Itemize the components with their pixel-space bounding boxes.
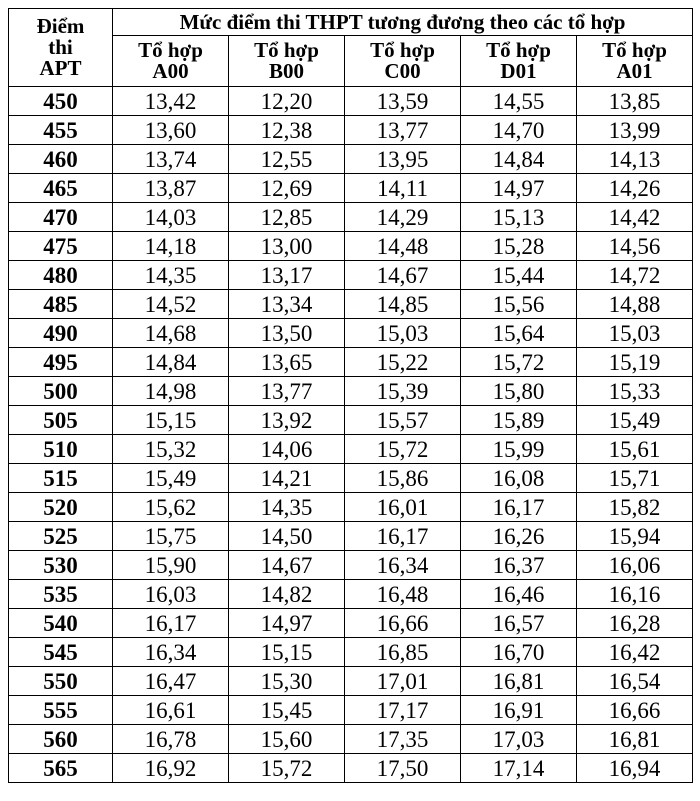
thpt-score-cell: 14,84 bbox=[461, 145, 577, 174]
thpt-score-cell: 16,37 bbox=[461, 551, 577, 580]
thpt-score-cell: 16,94 bbox=[577, 754, 693, 783]
thpt-score-cell: 16,81 bbox=[461, 667, 577, 696]
combo-header-code: B00 bbox=[268, 59, 304, 83]
apt-score-cell: 460 bbox=[9, 145, 113, 174]
combo-header-a01 bbox=[577, 36, 693, 87]
thpt-score-cell: 16,92 bbox=[113, 754, 229, 783]
thpt-score-cell: 14,21 bbox=[229, 464, 345, 493]
thpt-score-cell: 15,82 bbox=[577, 493, 693, 522]
table-row bbox=[9, 667, 693, 696]
thpt-score-cell: 14,85 bbox=[345, 290, 461, 319]
table-row bbox=[9, 435, 693, 464]
thpt-score-cell: 16,61 bbox=[113, 696, 229, 725]
combo-header-label: Tổ hợp bbox=[254, 38, 319, 62]
thpt-score-cell: 16,34 bbox=[113, 638, 229, 667]
thpt-score-cell: 17,03 bbox=[461, 725, 577, 754]
combo-header-c00 bbox=[345, 36, 461, 87]
apt-score-cell: 500 bbox=[9, 377, 113, 406]
thpt-score-cell: 12,85 bbox=[229, 203, 345, 232]
thpt-score-cell: 15,72 bbox=[461, 348, 577, 377]
combo-header-code: C00 bbox=[384, 59, 421, 83]
combo-header-code: D01 bbox=[500, 59, 537, 83]
thpt-score-cell: 16,91 bbox=[461, 696, 577, 725]
apt-score-cell: 555 bbox=[9, 696, 113, 725]
thpt-score-cell: 14,18 bbox=[113, 232, 229, 261]
thpt-score-cell: 14,98 bbox=[113, 377, 229, 406]
thpt-score-cell: 13,60 bbox=[113, 116, 229, 145]
combo-header-code: A00 bbox=[152, 59, 189, 83]
thpt-score-cell: 15,33 bbox=[577, 377, 693, 406]
score-conversion-table bbox=[8, 8, 693, 783]
apt-score-cell: 520 bbox=[9, 493, 113, 522]
table-row bbox=[9, 319, 693, 348]
table-row bbox=[9, 696, 693, 725]
thpt-score-cell: 14,42 bbox=[577, 203, 693, 232]
apt-score-cell: 475 bbox=[9, 232, 113, 261]
thpt-score-cell: 14,70 bbox=[461, 116, 577, 145]
table-row bbox=[9, 116, 693, 145]
thpt-score-cell: 15,45 bbox=[229, 696, 345, 725]
thpt-score-cell: 17,14 bbox=[461, 754, 577, 783]
table-row bbox=[9, 754, 693, 783]
apt-header-line-3: APT bbox=[39, 56, 82, 80]
combo-header-label: Tổ hợp bbox=[370, 38, 435, 62]
table-row bbox=[9, 522, 693, 551]
thpt-score-cell: 13,50 bbox=[229, 319, 345, 348]
thpt-score-cell: 15,19 bbox=[577, 348, 693, 377]
apt-header-line-1: Điểm bbox=[36, 14, 85, 38]
thpt-score-cell: 16,48 bbox=[345, 580, 461, 609]
thpt-score-cell: 14,97 bbox=[229, 609, 345, 638]
thpt-score-cell: 14,26 bbox=[577, 174, 693, 203]
thpt-score-cell: 16,46 bbox=[461, 580, 577, 609]
thpt-score-cell: 15,71 bbox=[577, 464, 693, 493]
thpt-score-cell: 13,42 bbox=[113, 87, 229, 116]
table-row bbox=[9, 261, 693, 290]
thpt-score-cell: 16,03 bbox=[113, 580, 229, 609]
thpt-score-cell: 15,57 bbox=[345, 406, 461, 435]
apt-score-cell: 480 bbox=[9, 261, 113, 290]
thpt-score-cell: 14,82 bbox=[229, 580, 345, 609]
thpt-score-cell: 15,28 bbox=[461, 232, 577, 261]
thpt-score-cell: 15,89 bbox=[461, 406, 577, 435]
apt-score-cell: 550 bbox=[9, 667, 113, 696]
header-row-1 bbox=[9, 9, 693, 36]
apt-score-cell: 495 bbox=[9, 348, 113, 377]
thpt-score-cell: 13,77 bbox=[229, 377, 345, 406]
thpt-score-cell: 13,74 bbox=[113, 145, 229, 174]
thpt-score-cell: 14,84 bbox=[113, 348, 229, 377]
thpt-score-cell: 16,26 bbox=[461, 522, 577, 551]
thpt-score-cell: 16,85 bbox=[345, 638, 461, 667]
thpt-score-cell: 14,13 bbox=[577, 145, 693, 174]
combo-header-a00 bbox=[113, 36, 229, 87]
thpt-score-cell: 14,72 bbox=[577, 261, 693, 290]
table-row bbox=[9, 464, 693, 493]
thpt-score-cell: 16,70 bbox=[461, 638, 577, 667]
thpt-score-cell: 16,78 bbox=[113, 725, 229, 754]
thpt-score-cell: 15,49 bbox=[113, 464, 229, 493]
apt-score-cell: 525 bbox=[9, 522, 113, 551]
table-row bbox=[9, 145, 693, 174]
thpt-score-cell: 17,35 bbox=[345, 725, 461, 754]
thpt-score-cell: 15,30 bbox=[229, 667, 345, 696]
thpt-score-cell: 13,00 bbox=[229, 232, 345, 261]
table-row bbox=[9, 203, 693, 232]
apt-score-cell: 470 bbox=[9, 203, 113, 232]
combo-header-label: Tổ hợp bbox=[486, 38, 551, 62]
thpt-score-cell: 15,13 bbox=[461, 203, 577, 232]
thpt-score-cell: 15,39 bbox=[345, 377, 461, 406]
table-row bbox=[9, 493, 693, 522]
thpt-score-cell: 14,11 bbox=[345, 174, 461, 203]
table-row bbox=[9, 725, 693, 754]
thpt-score-cell: 16,17 bbox=[461, 493, 577, 522]
thpt-score-cell: 15,99 bbox=[461, 435, 577, 464]
thpt-score-cell: 17,01 bbox=[345, 667, 461, 696]
apt-score-cell: 515 bbox=[9, 464, 113, 493]
thpt-score-cell: 15,15 bbox=[229, 638, 345, 667]
thpt-score-cell: 15,80 bbox=[461, 377, 577, 406]
combo-header-label: Tổ hợp bbox=[602, 38, 667, 62]
thpt-score-cell: 16,28 bbox=[577, 609, 693, 638]
thpt-score-cell: 14,48 bbox=[345, 232, 461, 261]
table-row bbox=[9, 638, 693, 667]
apt-score-cell: 505 bbox=[9, 406, 113, 435]
thpt-score-cell: 15,03 bbox=[345, 319, 461, 348]
table-row bbox=[9, 609, 693, 638]
thpt-score-cell: 15,72 bbox=[229, 754, 345, 783]
thpt-score-cell: 15,32 bbox=[113, 435, 229, 464]
apt-score-cell: 540 bbox=[9, 609, 113, 638]
apt-score-cell: 560 bbox=[9, 725, 113, 754]
table-row bbox=[9, 551, 693, 580]
thpt-score-cell: 14,97 bbox=[461, 174, 577, 203]
thpt-score-cell: 13,85 bbox=[577, 87, 693, 116]
thpt-score-cell: 16,42 bbox=[577, 638, 693, 667]
thpt-score-cell: 16,06 bbox=[577, 551, 693, 580]
thpt-score-cell: 15,60 bbox=[229, 725, 345, 754]
table-row bbox=[9, 174, 693, 203]
thpt-score-cell: 15,64 bbox=[461, 319, 577, 348]
apt-score-cell: 510 bbox=[9, 435, 113, 464]
thpt-score-cell: 16,57 bbox=[461, 609, 577, 638]
thpt-score-cell: 17,17 bbox=[345, 696, 461, 725]
thpt-score-cell: 13,95 bbox=[345, 145, 461, 174]
apt-score-cell: 490 bbox=[9, 319, 113, 348]
thpt-score-cell: 15,15 bbox=[113, 406, 229, 435]
thpt-score-cell: 15,49 bbox=[577, 406, 693, 435]
thpt-score-cell: 17,50 bbox=[345, 754, 461, 783]
table-row bbox=[9, 580, 693, 609]
thpt-score-cell: 16,17 bbox=[345, 522, 461, 551]
thpt-score-cell: 12,38 bbox=[229, 116, 345, 145]
thpt-score-cell: 13,77 bbox=[345, 116, 461, 145]
combo-header-label: Tổ hợp bbox=[138, 38, 203, 62]
thpt-score-cell: 12,69 bbox=[229, 174, 345, 203]
thpt-score-cell: 16,81 bbox=[577, 725, 693, 754]
thpt-score-cell: 14,67 bbox=[345, 261, 461, 290]
thpt-score-cell: 14,67 bbox=[229, 551, 345, 580]
thpt-score-cell: 15,94 bbox=[577, 522, 693, 551]
table-header bbox=[9, 9, 693, 87]
thpt-score-cell: 13,59 bbox=[345, 87, 461, 116]
apt-score-cell: 455 bbox=[9, 116, 113, 145]
thpt-score-cell: 13,34 bbox=[229, 290, 345, 319]
apt-score-cell: 485 bbox=[9, 290, 113, 319]
thpt-score-cell: 13,17 bbox=[229, 261, 345, 290]
table-row bbox=[9, 377, 693, 406]
thpt-score-cell: 14,88 bbox=[577, 290, 693, 319]
thpt-score-cell: 13,99 bbox=[577, 116, 693, 145]
thpt-score-cell: 14,03 bbox=[113, 203, 229, 232]
thpt-score-cell: 15,72 bbox=[345, 435, 461, 464]
apt-header-line-2: thi bbox=[48, 35, 73, 59]
table-row bbox=[9, 406, 693, 435]
thpt-score-cell: 12,55 bbox=[229, 145, 345, 174]
thpt-score-cell: 16,66 bbox=[577, 696, 693, 725]
table-row bbox=[9, 348, 693, 377]
thpt-score-cell: 14,52 bbox=[113, 290, 229, 319]
table-row bbox=[9, 87, 693, 116]
thpt-score-cell: 13,65 bbox=[229, 348, 345, 377]
thpt-score-cell: 13,87 bbox=[113, 174, 229, 203]
thpt-score-cell: 14,06 bbox=[229, 435, 345, 464]
table-row bbox=[9, 290, 693, 319]
combo-group-header: Mức điểm thi THPT tương đương theo các tổ hợp bbox=[113, 9, 693, 36]
thpt-score-cell: 15,62 bbox=[113, 493, 229, 522]
thpt-score-cell: 16,16 bbox=[577, 580, 693, 609]
thpt-score-cell: 14,35 bbox=[113, 261, 229, 290]
thpt-score-cell: 16,17 bbox=[113, 609, 229, 638]
thpt-score-cell: 13,92 bbox=[229, 406, 345, 435]
thpt-score-cell: 16,34 bbox=[345, 551, 461, 580]
apt-score-cell: 450 bbox=[9, 87, 113, 116]
thpt-score-cell: 15,44 bbox=[461, 261, 577, 290]
combo-header-b00 bbox=[229, 36, 345, 87]
thpt-score-cell: 16,08 bbox=[461, 464, 577, 493]
apt-score-cell: 530 bbox=[9, 551, 113, 580]
thpt-score-cell: 16,66 bbox=[345, 609, 461, 638]
thpt-score-cell: 14,55 bbox=[461, 87, 577, 116]
thpt-score-cell: 14,50 bbox=[229, 522, 345, 551]
thpt-score-cell: 16,54 bbox=[577, 667, 693, 696]
thpt-score-cell: 15,90 bbox=[113, 551, 229, 580]
thpt-score-cell: 12,20 bbox=[229, 87, 345, 116]
table-row bbox=[9, 232, 693, 261]
apt-column-header bbox=[9, 9, 113, 87]
thpt-score-cell: 14,35 bbox=[229, 493, 345, 522]
thpt-score-cell: 14,56 bbox=[577, 232, 693, 261]
thpt-score-cell: 14,29 bbox=[345, 203, 461, 232]
thpt-score-cell: 15,61 bbox=[577, 435, 693, 464]
thpt-score-cell: 16,01 bbox=[345, 493, 461, 522]
thpt-score-cell: 15,22 bbox=[345, 348, 461, 377]
table-body bbox=[9, 87, 693, 783]
thpt-score-cell: 15,03 bbox=[577, 319, 693, 348]
thpt-score-cell: 15,75 bbox=[113, 522, 229, 551]
apt-score-cell: 465 bbox=[9, 174, 113, 203]
thpt-score-cell: 16,47 bbox=[113, 667, 229, 696]
apt-score-cell: 545 bbox=[9, 638, 113, 667]
thpt-score-cell: 14,68 bbox=[113, 319, 229, 348]
combo-header-d01 bbox=[461, 36, 577, 87]
apt-score-cell: 565 bbox=[9, 754, 113, 783]
thpt-score-cell: 15,86 bbox=[345, 464, 461, 493]
thpt-score-cell: 15,56 bbox=[461, 290, 577, 319]
combo-header-code: A01 bbox=[616, 59, 653, 83]
apt-score-cell: 535 bbox=[9, 580, 113, 609]
